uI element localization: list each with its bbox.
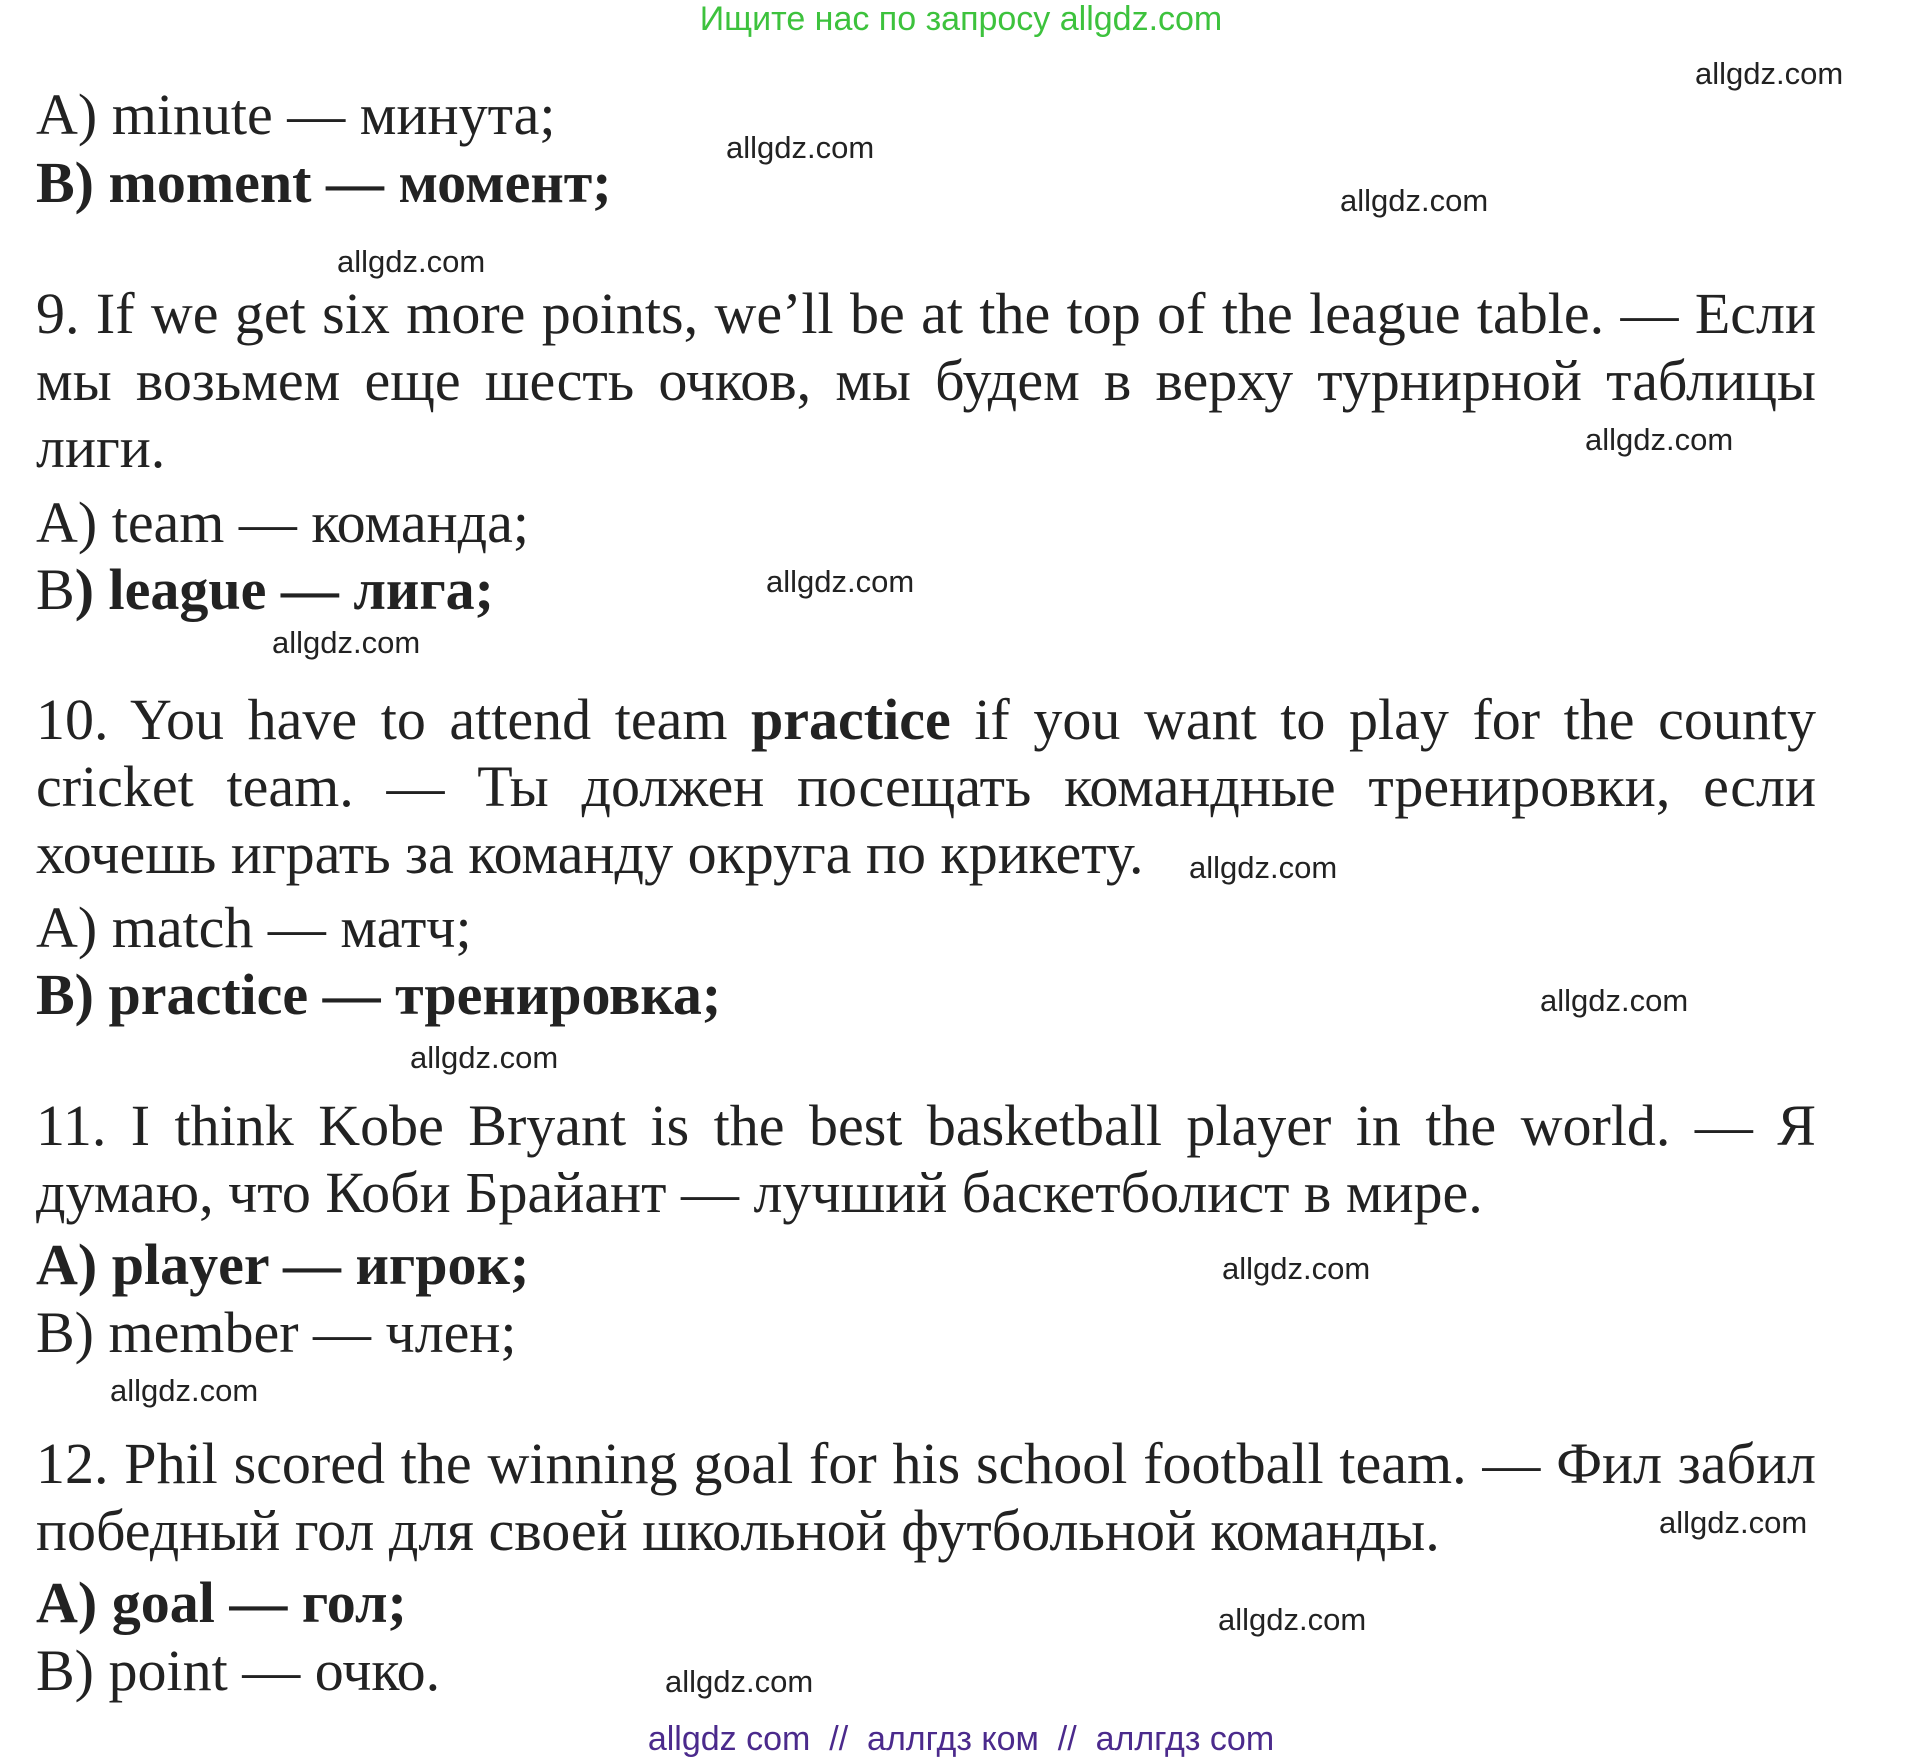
watermark: allgdz.com [1189, 850, 1338, 885]
watermark: allgdz.com [1222, 1251, 1371, 1286]
watermark: allgdz.com [1218, 1602, 1367, 1637]
item10-sentence [36, 686, 1816, 887]
watermark: allgdz.com [665, 1664, 814, 1699]
watermark: allgdz.com [1695, 56, 1844, 91]
item12-sentence: 12. Phil scored the winning goal for his school football team. — Фил забил победный гол для своей школьной футбольной команды. [36, 1431, 1816, 1563]
item11-option-b: B) member — член; [36, 1300, 517, 1365]
item9-option-b-letter: B [36, 557, 75, 622]
item9-option-b [36, 557, 494, 622]
item12-option-a: A) goal — гол; [36, 1570, 407, 1635]
item9-sentence: 9. If we get six more points, we’ll be at the top of the league table. — Если мы возьмем еще шесть очков, мы будем в верху турнирной таблицы лиги. [36, 281, 1816, 480]
item9-option-b-answer: ) league — лига; [74, 557, 494, 622]
item10-sentence-keyword: practice [751, 687, 951, 752]
item8-option-b: B) moment — момент; [36, 150, 612, 215]
item8-option-a: A) minute — минута; [36, 82, 556, 147]
watermark: allgdz.com [1585, 422, 1734, 457]
watermark: allgdz.com [1340, 183, 1489, 218]
item11-option-a: A) player — игрок; [36, 1232, 530, 1297]
watermark: allgdz.com [766, 564, 915, 599]
watermark: allgdz.com [272, 625, 421, 660]
watermark: allgdz.com [110, 1373, 259, 1408]
watermark: allgdz.com [1540, 983, 1689, 1018]
watermark: allgdz.com [337, 244, 486, 279]
item10-option-a: A) match — матч; [36, 895, 472, 960]
item10-sentence-end: if you want to play for the county cricket team. — Ты должен посещать командные тренировки, если хочешь играть за команду округа по крикету. [36, 687, 1816, 886]
top-banner: Ищите нас по запросу allgdz.com [699, 0, 1223, 38]
item10-option-b: B) practice — тренировка; [36, 962, 722, 1027]
item12-option-b: B) point — очко. [36, 1638, 441, 1703]
watermark: allgdz.com [410, 1040, 559, 1075]
watermark: allgdz.com [1659, 1505, 1808, 1540]
item11-sentence: 11. I think Kobe Bryant is the best basketball player in the world. — Я думаю, что Коби Брайант — лучший баскетболист в мире. [36, 1093, 1816, 1225]
item9-option-a: A) team — команда; [36, 490, 529, 555]
item10-sentence-start: 10. You have to attend team [36, 687, 752, 752]
footer-links: allgdz com // аллгдз ком // аллгдз com [647, 1720, 1275, 1758]
watermark: allgdz.com [726, 130, 875, 165]
